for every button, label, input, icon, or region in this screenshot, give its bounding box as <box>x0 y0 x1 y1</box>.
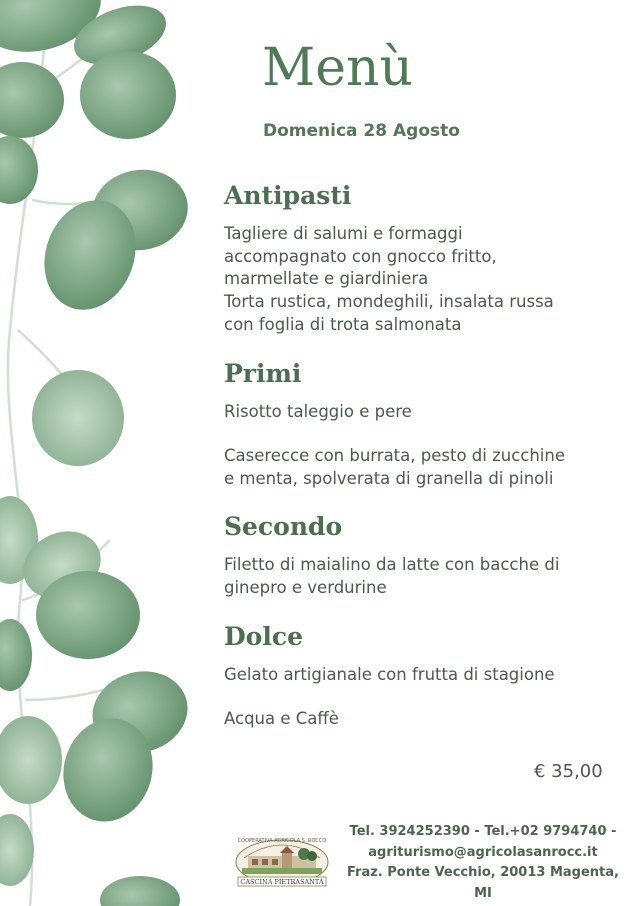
menu-item: Torta rustica, mondeghili, insalata russa <box>224 292 554 311</box>
menu-item: Gelato artigianale con frutta di stagione <box>224 665 555 684</box>
svg-text:CASCINA PIETRASANTA: CASCINA PIETRASANTA <box>240 878 324 886</box>
contact-email[interactable]: agriturismo@agricolasanrocc.it <box>368 844 598 860</box>
menu-date: Domenica 28 Agosto <box>263 121 460 141</box>
section-title-primi: Primi <box>224 359 302 388</box>
section-title-secondo: Secondo <box>224 512 343 541</box>
section-title-antipasti: Antipasti <box>224 181 352 210</box>
menu-item: Tagliere di salumi e formaggi <box>224 224 463 243</box>
contact-info <box>343 822 623 904</box>
leaf-cluster-middle <box>0 162 194 584</box>
contact-address: Fraz. Ponte Vecchio, 20013 Magenta, MI <box>347 865 619 901</box>
menu-item: e menta, spolverata di granella di pinoli <box>224 469 554 488</box>
menu-item: con foglia di trota salmonata <box>224 315 462 334</box>
eucalyptus-leaves-decoration <box>0 0 200 906</box>
menu-item: marmellate e giardiniera <box>224 269 429 288</box>
menu-title: Menù <box>262 38 413 98</box>
menu-item: Caserecce con burrata, pesto di zucchine <box>224 446 565 465</box>
leaf-cluster-lower <box>0 519 197 906</box>
menu-price: € 35,00 <box>534 761 603 782</box>
menu-item: Filetto di maialino da latte con bacche di <box>224 555 560 574</box>
contact-phones: Tel. 3924252390 - Tel.+02 9794740 - <box>349 824 617 839</box>
menu-item: Acqua e Caffè <box>224 709 339 728</box>
menu-item: accompagnato con gnocco fritto, <box>224 247 497 266</box>
section-title-dolce: Dolce <box>224 622 303 651</box>
svg-text:COOPERATIVA AGRICOLA S. ROCCO: COOPERATIVA AGRICOLA S. ROCCO <box>237 838 327 844</box>
menu-item: Risotto taleggio e pere <box>224 402 412 421</box>
cascina-pietrasanta-logo <box>230 828 334 890</box>
menu-item: ginepro e verdurine <box>224 578 387 597</box>
